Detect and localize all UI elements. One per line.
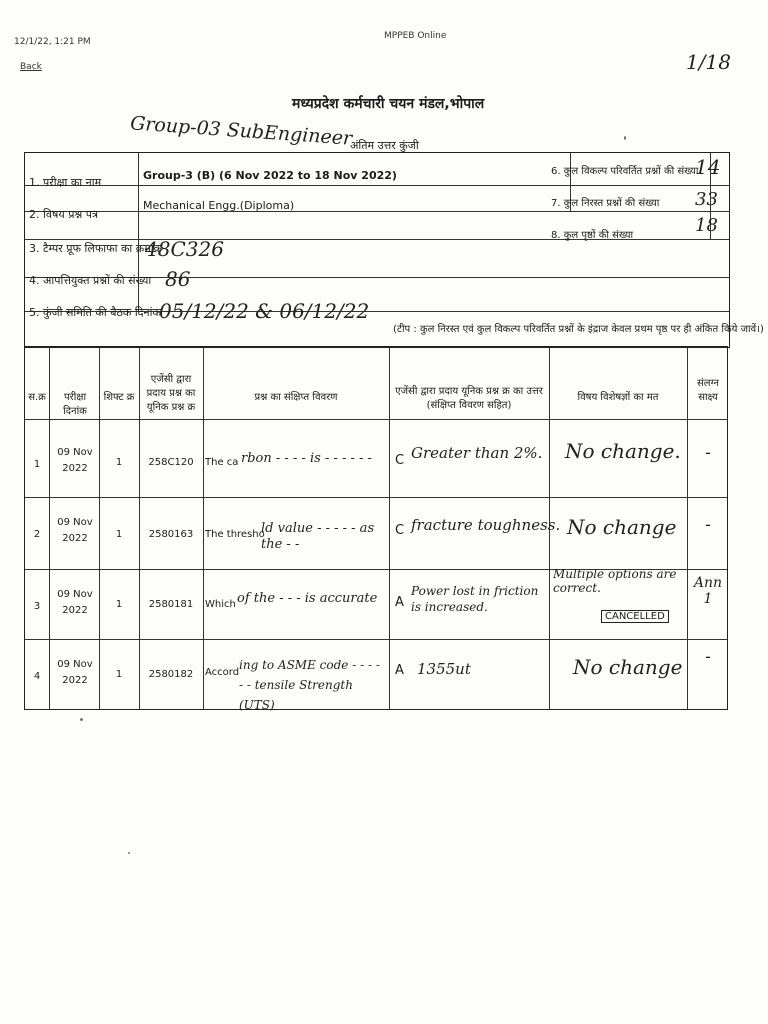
cancelled-label: 7. कुल निरस्त प्रश्नों की संख्या (551, 198, 660, 209)
print-datetime: 12/1/22, 1:21 PM (14, 37, 91, 47)
cell-shift: 1 (115, 599, 123, 610)
cell-opinion: No change (567, 515, 677, 539)
cell-desc-hand: rbon - - - - is - - - - - - (241, 451, 372, 466)
cell-evidence: Ann 1 (693, 575, 723, 607)
site-title: MPPEB Online (384, 31, 447, 41)
exam-name-label: 1. परीक्षा का नाम (29, 176, 102, 189)
org-title: मध्यप्रदेश कर्मचारी चयन मंडल,भोपाल (292, 96, 485, 112)
cell-date: 09 Nov 2022 (57, 589, 93, 616)
cell-desc-hand: of the - - - is accurate (237, 591, 378, 606)
answer-key-table (24, 346, 728, 710)
cell-shift: 1 (115, 457, 123, 468)
cell-ans-letter: A (395, 595, 404, 610)
pages-value: 18 (695, 215, 718, 236)
cell-date: 09 Nov 2022 (57, 659, 93, 686)
header-answer: एजेंसी द्वारा प्रदाय यूनिक प्रश्न क्र का उत्तर (संक्षिप्त विवरण सहित) (395, 386, 543, 411)
cancelled-stamp: CANCELLED (601, 610, 669, 623)
cell-ans-hand: 1355ut (417, 660, 471, 678)
header-desc: प्रश्न का संक्षिप्त विवरण (254, 392, 338, 403)
cell-sno: 3 (33, 601, 41, 612)
info-table (24, 152, 764, 348)
handwritten-group: Group-03 SubEngineer (129, 112, 353, 150)
cell-qid: 258C120 (148, 457, 194, 468)
objection-value: 86 (165, 267, 191, 291)
changed-value: 14 (695, 155, 721, 179)
cell-desc-print: The ca (205, 457, 239, 468)
subject-label: 2. विषय प्रश्न पत्र (29, 208, 99, 221)
cell-opinion: No change (573, 655, 683, 679)
exam-name-value: Group-3 (B) (6 Nov 2022 to 18 Nov 2022) (143, 169, 397, 182)
cell-sno: 2 (33, 529, 41, 540)
back-link[interactable]: Back (20, 62, 42, 72)
cell-desc-print: The thresho (205, 529, 265, 540)
cell-desc-hand: ld value - - - - - as the - - (261, 521, 375, 552)
cell-desc-print: Which (205, 599, 236, 610)
meeting-label: 5. कुंजी समिति की बैठक दिनांक (29, 306, 161, 319)
cell-desc-hand: ing to ASME code - - - - - - tensile Strength (UTS) (239, 658, 380, 712)
cell-ans-hand: Power lost in friction is increased. (411, 584, 539, 614)
cell-date: 09 Nov 2022 (57, 517, 93, 544)
cell-sno: 4 (33, 671, 41, 682)
changed-label: 6. कुल विकल्प परिवर्तित प्रश्नों की संख्या (551, 166, 699, 177)
header-opinion: विषय विशेषज्ञों का मत (577, 392, 659, 403)
cell-ans-letter: A (395, 663, 404, 678)
cell-desc-print: Accord (205, 667, 240, 678)
cell-ans-hand: Greater than 2%. (411, 444, 543, 462)
header-evidence: संलग्न साक्ष्य (697, 378, 719, 403)
cell-qid: 2580163 (148, 529, 194, 540)
cell-shift: 1 (115, 529, 123, 540)
cell-evidence: - (705, 443, 711, 462)
header-shift: शिफ्ट क्र (103, 392, 135, 403)
objection-label: 4. आपत्तियुक्त प्रश्नों की संख्या (29, 274, 152, 287)
cell-qid: 2580182 (148, 669, 194, 680)
cell-ans-letter: C (395, 523, 405, 538)
cell-opinion: No change. (565, 439, 681, 463)
subject-value: Mechanical Engg.(Diploma) (143, 199, 295, 212)
meeting-value: 05/12/22 & 06/12/22 (159, 299, 370, 323)
header-date: परीक्षा दिनांक (63, 392, 87, 417)
cell-opinion: Multiple options are correct. (553, 567, 677, 595)
cell-qid: 2580181 (148, 599, 194, 610)
note: (टीप : कुल निरस्त एवं कुल विकल्प परिवर्तित प्रश्नों के इंद्राज केवल प्रथम पृष्ठ पर ही अंकित किये जावें।) (393, 324, 764, 335)
cell-evidence: - (705, 647, 711, 666)
cell-date: 09 Nov 2022 (57, 447, 93, 474)
page-number: 1/18 (686, 50, 731, 74)
cell-evidence: - (705, 515, 711, 534)
envelope-label: 3. टैम्पर प्रूफ लिफाफा का क्रमांक (29, 242, 163, 255)
cell-shift: 1 (115, 669, 123, 680)
cancelled-value: 33 (695, 189, 718, 210)
cell-ans-letter: C (395, 453, 405, 468)
cell-sno: 1 (33, 459, 41, 470)
subtitle: अंतिम उत्तर कुंजी (350, 139, 419, 152)
envelope-value: 48C326 (145, 237, 224, 261)
pages-label: 8. कुल पृष्ठों की संख्या (551, 230, 634, 241)
header-qid: एजेंसी द्वारा प्रदाय प्रश्न का यूनिक प्रश्न क्र (146, 374, 196, 413)
cell-opinion-boxed (601, 609, 669, 625)
cell-ans-hand: fracture toughness. (411, 516, 561, 534)
header-sno: स.क्र (28, 392, 46, 403)
